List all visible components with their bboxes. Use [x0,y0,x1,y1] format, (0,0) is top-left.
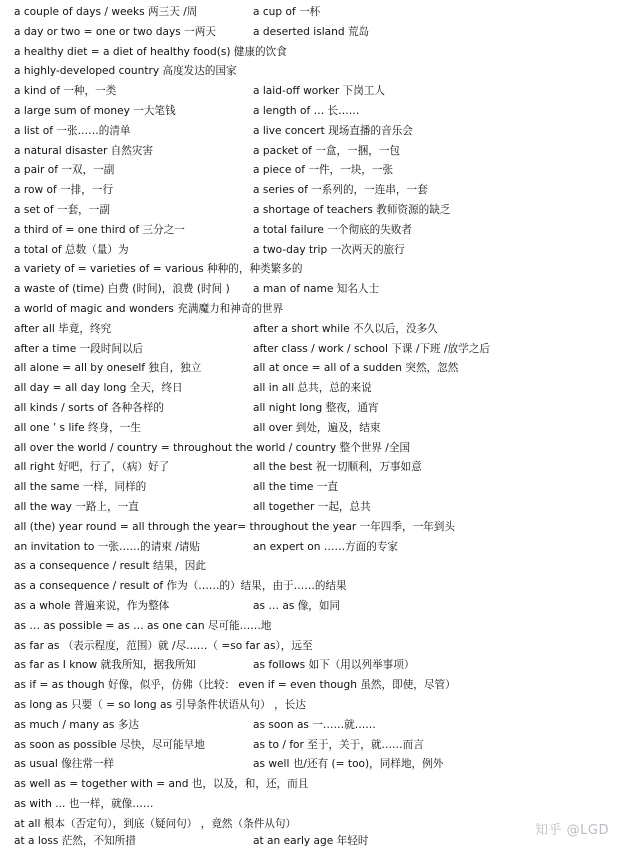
phrase-row [14,656,613,676]
phrase-row [14,795,613,815]
phrase-left: a waste of (time) 白费 (时间)，浪费 (时间 ) [14,283,230,296]
phrase-row [14,340,613,360]
phrase-full: all over the world / country = throughout the world / country 整个世界 /全国 [14,441,411,454]
phrase-full: a healthy diet = a diet of healthy food(s) 健康的饮食 [14,45,287,58]
phrase-row [14,260,613,280]
phrase-row [14,458,613,478]
phrase-right: all the time 一直 [253,481,338,494]
phrase-row [14,142,613,162]
phrase-right: all together 一起，总共 [253,501,371,513]
phrase-row [14,3,613,23]
phrase-row [14,221,613,241]
phrase-right: a shortage of teachers 教师资源的缺乏 [253,204,451,216]
phrase-row [14,557,613,577]
phrase-row [14,62,613,82]
phrase-right: at an early age 年轻时 [253,835,369,847]
phrase-left: at a loss 茫然，不知所措 [14,835,136,847]
phrase-row [14,617,613,637]
phrase-row [14,716,613,736]
phrase-full: as well as = together with = and 也，以及，和，还，而且 [14,778,309,791]
phrase-row [14,478,613,498]
phrase-right: all the best 祝一切顺利，万事如意 [253,461,422,474]
phrase-left: a pair of 一双，一副 [14,164,115,177]
phrase-left: a total of 总数（量）为 [14,243,129,256]
phrase-row [14,399,613,419]
phrase-row [14,696,613,716]
phrase-right: a man of name 知名人士 [253,283,380,296]
phrase-right: all over 到处，遍及，结束 [253,421,381,434]
phrase-left: a natural disaster 自然灾害 [14,144,154,157]
phrase-full: at all 根本（否定句），到底（疑问句） ，竟然（条件从句） [14,817,297,830]
phrase-row [14,439,613,459]
phrase-right: all night long 整夜，通宵 [253,402,379,414]
phrase-left: all one ’ s life 终身，一生 [14,421,141,434]
phrase-row [14,832,613,852]
phrase-row [14,43,613,63]
phrase-right: as to / for 至于，关于，就……而言 [253,738,424,751]
phrase-row [14,161,613,181]
phrase-left: a large sum of money 一大笔钱 [14,105,176,117]
phrase-row [14,102,613,122]
phrase-left: a couple of days / weeks 两三天 /周 [14,6,198,18]
phrase-row [14,498,613,518]
phrase-right: a piece of 一件，一块，一张 [253,164,394,177]
phrase-left: all kinds / sorts of 各种各样的 [14,402,165,414]
phrase-left: a set of 一套，一副 [14,204,110,216]
phrase-left: a kind of 一种，一类 [14,85,117,98]
phrase-left: as much / many as 多达 [14,718,139,731]
phrase-row [14,518,613,538]
phrase-full: as … as possible = as … as one can 尽可能……地 [14,619,272,632]
phrase-left: all alone = all by oneself 独自，独立 [14,362,202,375]
phrase-right: a total failure 一个彻底的失败者 [253,223,413,236]
phrase-right: a live concert 现场直播的音乐会 [253,124,413,137]
phrase-full: all (the) year round = all through the year= throughout the year 一年四季，一年到头 [14,520,455,533]
phrase-row [14,419,613,439]
phrase-row [14,736,613,756]
phrase-right: as soon as 一……就…… [253,718,376,731]
phrase-row [14,320,613,340]
phrase-right: a cup of 一杯 [253,6,321,18]
phrase-row [14,775,613,795]
phrase-row [14,538,613,558]
phrase-row [14,241,613,261]
phrase-left: after a time 一段时间以后 [14,342,144,355]
phrase-left: a day or two = one or two days 一两天 [14,25,216,38]
phrase-left: as far as I know 就我所知，据我所知 [14,659,196,672]
phrase-row [14,23,613,43]
phrase-row [14,597,613,617]
phrase-left: as soon as possible 尽快，尽可能早地 [14,738,205,751]
phrase-right: as well 也/还有 (= too)，同样地，例外 [253,758,444,771]
phrase-right: a laid-off worker 下岗工人 [253,85,386,98]
phrase-left: a list of 一张……的清单 [14,124,131,137]
phrase-right: after class / work / school 下课 /下班 /放学之后 [253,342,490,355]
phrase-full: as far as （表示程度，范围）就 /尽……（ =so far as），远至 [14,639,313,652]
phrase-row [14,379,613,399]
phrase-row [14,577,613,597]
phrase-left: all right 好吧，行了，（病）好了 [14,461,170,474]
phrase-full: as a consequence / result 结果，因此 [14,560,206,573]
phrase-row [14,359,613,379]
phrase-full: a world of magic and wonders 充满魔力和神奇的世界 [14,303,284,315]
phrase-left: a third of = one third of 三分之一 [14,223,185,236]
phrase-left: as usual 像往常一样 [14,758,115,771]
phrase-right: a packet of 一盒，一捆，一包 [253,144,401,157]
phrase-row [14,122,613,142]
phrase-row [14,676,613,696]
phrase-right: a two-day trip 一次两天的旅行 [253,243,405,256]
phrase-right: a deserted island 荒岛 [253,25,370,38]
phrase-left: an invitation to 一张……的请柬 /请贴 [14,540,201,553]
phrase-row [14,637,613,657]
phrase-right: as follows 如下（用以列举事项） [253,659,415,672]
phrase-row [14,280,613,300]
phrase-row [14,181,613,201]
phrase-row [14,82,613,102]
phrase-left: all the same 一样，同样的 [14,481,147,494]
phrase-row [14,300,613,320]
phrase-left: all day = all day long 全天，终日 [14,382,183,395]
phrase-right: a series of 一系列的，一连串，一套 [253,184,428,197]
phrase-full: a variety of = varieties of = various 种种的，种类繁多的 [14,263,303,276]
phrase-full: as if = as though 好像，似乎，仿佛（比较： even if = even though 虽然，即使，尽管） [14,679,456,692]
phrase-left: all the way 一路上，一直 [14,501,139,513]
phrase-right: a length of … 长…… [253,105,360,117]
phrase-right: an expert on ……方面的专家 [253,540,399,553]
watermark-text: 知乎 @LGD [535,823,609,838]
phrase-left: a row of 一排，一行 [14,184,114,197]
phrase-full: as a consequence / result of 作为（……的）结果，由于……的结果 [14,580,347,593]
phrase-right: all at once = all of a sudden 突然，忽然 [253,362,459,375]
phrase-right: all in all 总共，总的来说 [253,382,372,395]
phrase-row [14,755,613,775]
phrase-left: as a whole 普遍来说，作为整体 [14,600,170,612]
phrase-right: as … as 像，如同 [253,600,341,612]
phrase-row [14,201,613,221]
phrase-full: as with ... 也一样，就像…… [14,798,154,810]
phrase-right: after a short while 不久以后，没多久 [253,322,438,335]
phrase-left: after all 毕竟，终究 [14,322,112,335]
phrase-full: as long as 只要（ = so long as 引导条件状语从句） ，长达 [14,699,306,711]
phrase-full: a highly-developed country 高度发达的国家 [14,65,237,78]
